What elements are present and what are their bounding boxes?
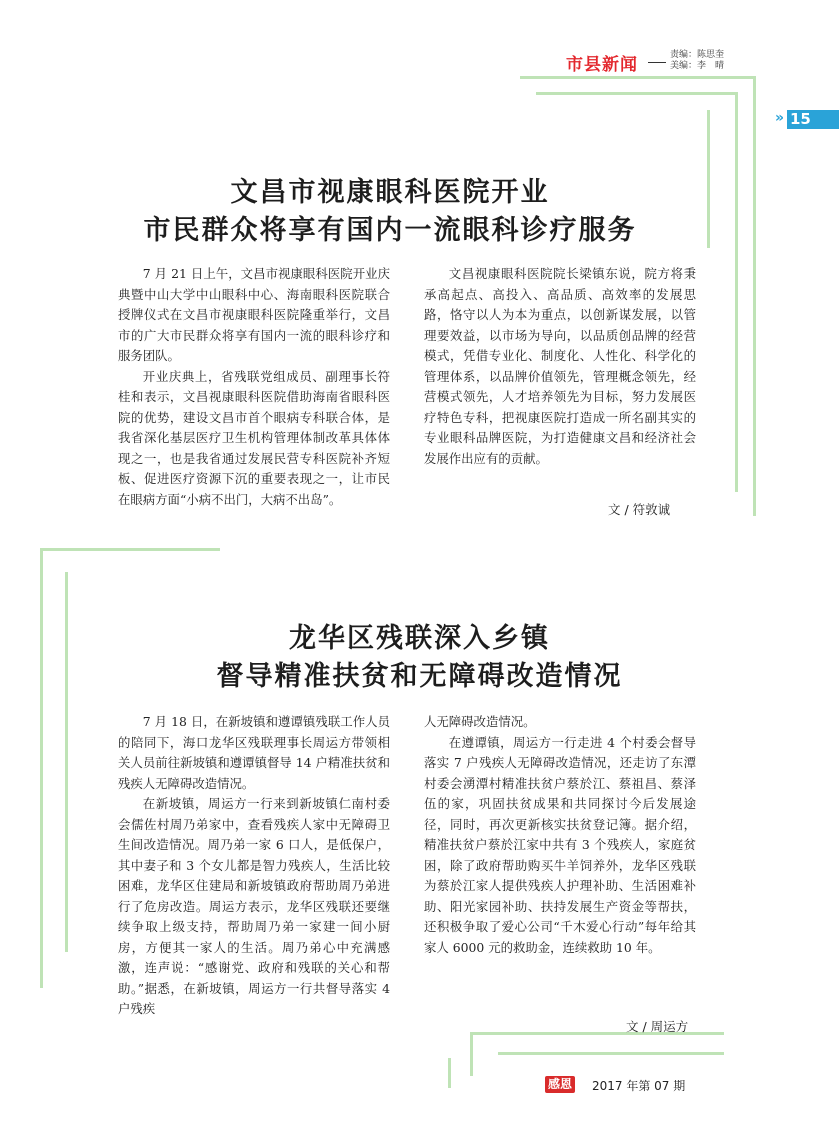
article1-paragraph: 开业庆典上，省残联党组成员、副理事长符桂和表示，文昌视康眼科医院借助海南省眼科医院的优势，建设文昌市首个眼病专科联合体，是我省深化基层医疗卫生机构管理体制改革具体体现之一，也是我省通过发展民营专科医院补齐短板、促进医疗资源下沉的重要表现之一，让市民在眼病方面“小病不出门，大病不出岛”。: [118, 368, 390, 507]
issue-number: 2017 年第 07 期: [592, 1079, 686, 1093]
article2-byline: 文 / 周运方: [626, 1019, 689, 1034]
frame-line-top-2: [536, 92, 738, 95]
article2-title-line2: 督导精准扶贫和无障碍改造情况: [216, 661, 623, 692]
chevron-right-icon: »: [775, 110, 785, 126]
article1-left-column: [118, 264, 390, 510]
article2-paragraph-continued: 人无障碍改造情况。: [424, 714, 536, 729]
frame-line-foot-3: [448, 1058, 451, 1088]
frame-line-vert-1: [753, 76, 756, 516]
editor-name: 责编：陈思奎: [670, 50, 725, 60]
designer-name: 美编：李 晴: [670, 61, 725, 71]
editor-credits: [670, 50, 724, 72]
article1-byline: 文 / 符敦诚: [608, 502, 671, 517]
section-divider: [648, 62, 666, 63]
article2-title-line1: 龙华区残联深入乡镇: [289, 623, 550, 654]
frame-line-foot-2: [470, 1032, 473, 1076]
article2-right-column: [424, 712, 696, 958]
frame-line-vert-4: [40, 548, 43, 988]
article2-left-column: [118, 712, 390, 1020]
page-number: 15: [787, 110, 839, 129]
article1-paragraph: 7 月 21 日上午，文昌市视康眼科医院开业庆典暨中山大学中山眼科中心、海南眼科医院联合授牌仪式在文昌市视康眼科医院隆重举行，文昌市的广大市民群众将享有国内一流的眼科诊疗和服务团队。: [118, 266, 390, 363]
frame-line-bottom-1: [40, 548, 220, 551]
article1-paragraph: 文昌视康眼科医院院长梁镇东说，院方将秉承高起点、高投入、高品质、高效率的发展思路，恪守以人为本为重点，以创新谋发展，以管理要效益，以市场为导向，以品质创品牌的经营模式，凭借专业化、制度化、人性化、科学化的管理体系，以品牌价值领先，管理概念领先，经营模式领先，人才培养领先为目标，努力发展医疗特色专科，把视康医院打造成一所名副其实的专业眼科品牌医院，为打造健康文昌和经济社会发展作出应有的贡献。: [424, 266, 696, 466]
article1-title-line1: 文昌市视康眼科医院开业: [230, 177, 550, 208]
frame-line-foot-4: [498, 1052, 724, 1055]
frame-line-vert-2: [735, 92, 738, 492]
frame-line-top-1: [520, 76, 756, 79]
magazine-logo: 感恩: [545, 1076, 575, 1093]
article1-title-line2: 市民群众将享有国内一流眼科诊疗服务: [143, 215, 637, 246]
section-label: 市县新闻: [566, 55, 638, 75]
article2-paragraph: 在新坡镇，周运方一行来到新坡镇仁南村委会儒佐村周乃弟家中，查看残疾人家中无障碍卫生间改造情况。周乃弟一家 6 口人，是低保户，其中妻子和 3 个女儿都是智力残疾人，生活比较困难，龙华区住建局和新坡镇政府帮助周乃弟进行了危房改造。周运方表示，龙华区残联还要继续争取上级支持，帮助周乃弟一家建一间小厨房，方便其一家人的生活。周乃弟心中充满感激，连声说：“感谢党、政府和残联的关心和帮助。”据悉，在新坡镇，周运方一行共督导落实 4 户残疾: [118, 796, 390, 1016]
article2-paragraph: 在遵谭镇，周运方一行走进 4 个村委会督导落实 7 户残疾人无障碍改造情况，还走访了东潭村委会湧潭村精准扶贫户蔡於江、蔡祖昌、蔡泽伍的家，巩固扶贫成果和共同探讨今后发展途径，同时，再次更新核实扶贫登记簿。据介绍，精准扶贫户蔡於江家中共有 3 个残疾人，家庭贫困，除了政府帮助购买牛羊饲养外，龙华区残联为蔡於江家人提供残疾人护理补助、生活困难补助、阳光家园补助、扶持发展生产资金等帮扶，还积极争取了爱心公司“千木爱心行动”每年给其家人 6000 元的救助金，连续救助 10 年。: [424, 734, 696, 955]
article2-paragraph: 7 月 18 日，在新坡镇和遵谭镇残联工作人员的陪同下，海口龙华区残联理事长周运方带领相关人员前往新坡镇和遵谭镇督导 14 户精准扶贫和残疾人无障碍改造情况。: [118, 714, 390, 791]
article1-right-column: [424, 264, 696, 469]
